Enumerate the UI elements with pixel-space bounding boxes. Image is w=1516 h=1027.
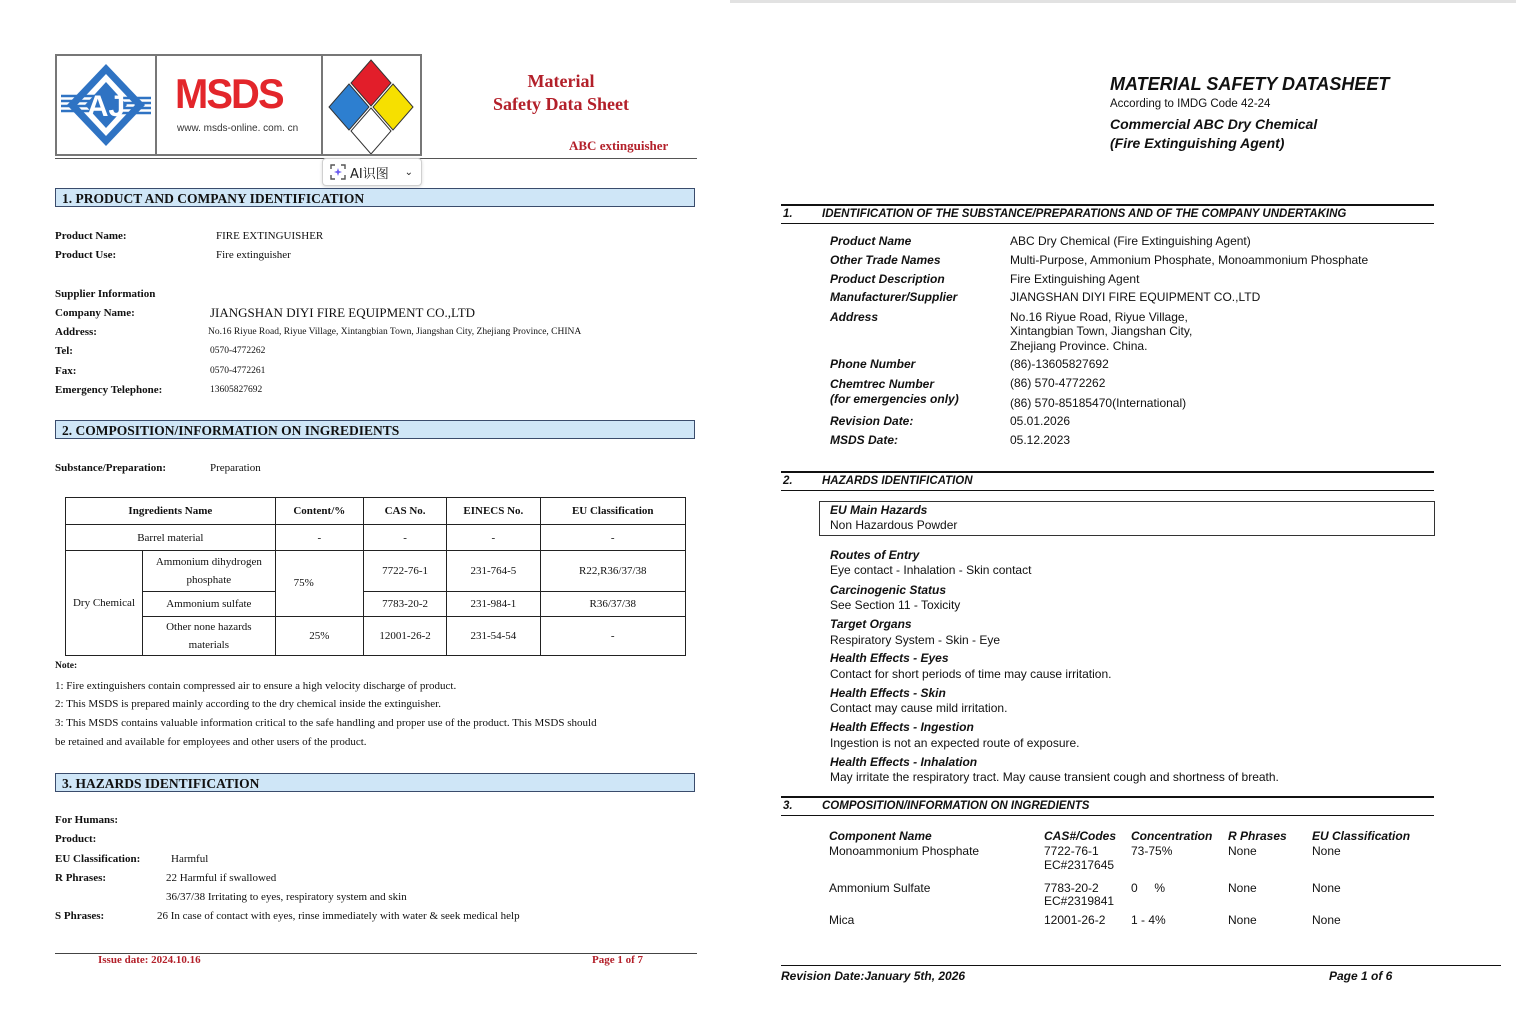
r-section-1-header bbox=[781, 204, 1434, 224]
imdg-reference: According to IMDG Code 42-24 bbox=[1110, 98, 1271, 110]
r-section-2-number: 2. bbox=[783, 475, 793, 487]
ai-button-label: AI识图 bbox=[350, 166, 389, 182]
component-2-ec: EC#2319841 bbox=[1044, 894, 1115, 908]
component-3-r: None bbox=[1228, 913, 1257, 927]
r-address-line-2: Xintangbian Town, Jiangshan City, bbox=[1010, 324, 1193, 338]
right-document-page bbox=[730, 0, 1516, 1027]
product-use-value: Fire extinguisher bbox=[216, 249, 291, 261]
nfpa-diamond bbox=[323, 56, 420, 154]
table-cell: 7783-20-2 bbox=[363, 592, 446, 617]
col-concentration: Concentration bbox=[1131, 829, 1213, 843]
ingestion-effects-value: Ingestion is not an expected route of exposure. bbox=[830, 736, 1080, 750]
table-cell: 7722-76-1 bbox=[363, 551, 446, 592]
s-phrase-value: 26 In case of contact with eyes, rinse immediately with water & seek medical help bbox=[157, 910, 520, 922]
table-cell: 231-54-54 bbox=[447, 616, 540, 655]
table-cell: R36/37/38 bbox=[540, 592, 685, 617]
ingredients-table bbox=[65, 497, 686, 656]
table-cell: 231-764-5 bbox=[447, 551, 540, 592]
eu-classification-value: Harmful bbox=[171, 853, 209, 865]
r-footer-divider bbox=[781, 965, 1501, 966]
r-trade-names-label: Other Trade Names bbox=[830, 253, 941, 267]
component-3-concentration: 1 - 4% bbox=[1131, 913, 1166, 927]
note-2: 2: This MSDS is prepared mainly according to the dry chemical inside the extinguisher. bbox=[55, 698, 441, 710]
r-manufacturer-label: Manufacturer/Supplier bbox=[830, 290, 958, 304]
address-value: No.16 Riyue Road, Riyue Village, Xintangbian Town, Jiangshan City, Zhejiang Province, CHINA bbox=[208, 327, 582, 337]
table-cell: R22,R36/37/38 bbox=[540, 551, 685, 592]
component-1-cas: 7722-76-1 bbox=[1044, 844, 1099, 858]
substance-label: Substance/Preparation: bbox=[55, 462, 167, 474]
r-section-2-header bbox=[781, 471, 1434, 491]
eu-main-hazards-label: EU Main Hazards bbox=[830, 503, 928, 517]
address-label: Address: bbox=[55, 326, 97, 338]
carcinogenic-label: Carcinogenic Status bbox=[830, 583, 947, 597]
datasheet-title: MATERIAL SAFETY DATASHEET bbox=[1110, 74, 1390, 94]
r-phone-label: Phone Number bbox=[830, 357, 916, 371]
r-emergency-value: (86) 570-85185470(International) bbox=[1010, 396, 1187, 410]
routes-of-entry-value: Eye contact - Inhalation - Skin contact bbox=[830, 563, 1032, 577]
product-label: Product: bbox=[55, 833, 97, 845]
substance-value: Preparation bbox=[210, 462, 261, 474]
eu-classification-label: EU Classification: bbox=[55, 853, 141, 865]
r-manufacturer-value: JIANGSHAN DIYI FIRE EQUIPMENT CO.,LTD bbox=[1010, 290, 1261, 304]
r-trade-names-value: Multi-Purpose, Ammonium Phosphate, Monoammonium Phosphate bbox=[1010, 253, 1369, 267]
dry-chemical-group bbox=[66, 551, 276, 656]
table-cell: 12001-26-2 bbox=[363, 616, 446, 655]
r-description-value: Fire Extinguishing Agent bbox=[1010, 272, 1140, 286]
fax-value: 0570-4772261 bbox=[210, 366, 266, 376]
component-2-eu: None bbox=[1312, 881, 1341, 895]
note-1: 1: Fire extinguishers contain compressed air to ensure a high velocity discharge of product. bbox=[55, 680, 457, 692]
col-component-name: Component Name bbox=[829, 829, 932, 843]
inhalation-effects-label: Health Effects - Inhalation bbox=[830, 755, 978, 769]
col-content: Content/% bbox=[275, 498, 363, 525]
product-use-label: Product Use: bbox=[55, 249, 117, 261]
component-2-r: None bbox=[1228, 881, 1257, 895]
ingredient-2-name: Ammonium sulfate bbox=[143, 592, 275, 617]
r-address-line-3: Zhejiang Province. China. bbox=[1010, 339, 1148, 353]
component-1-eu: None bbox=[1312, 844, 1341, 858]
component-3-eu: None bbox=[1312, 913, 1341, 927]
component-3-cas: 12001-26-2 bbox=[1044, 913, 1106, 927]
section-1-header: 1. PRODUCT AND COMPANY IDENTIFICATION bbox=[55, 188, 695, 207]
r-section-1-title: IDENTIFICATION OF THE SUBSTANCE/PREPARATIONS AND OF THE COMPANY UNDERTAKING bbox=[822, 208, 1347, 220]
svg-text:AJ: AJ bbox=[86, 90, 126, 123]
r-address-line-1: No.16 Riyue Road, Riyue Village, bbox=[1010, 310, 1188, 324]
issue-date: Issue date: 2024.10.16 bbox=[98, 954, 201, 966]
r-product-name-value: ABC Dry Chemical (Fire Extinguishing Agent) bbox=[1010, 234, 1251, 248]
component-2-concentration: 0 % bbox=[1131, 881, 1166, 895]
component-2-name: Ammonium Sulfate bbox=[829, 881, 931, 895]
component-3-name: Mica bbox=[829, 913, 855, 927]
ai-scan-icon bbox=[330, 164, 346, 180]
r-phone-value: (86)-13605827692 bbox=[1010, 357, 1109, 371]
eu-main-hazards-value: Non Hazardous Powder bbox=[830, 518, 958, 532]
ai-image-recognition-button[interactable] bbox=[322, 158, 422, 186]
component-1-ec: EC#2317645 bbox=[1044, 858, 1115, 872]
target-organs-label: Target Organs bbox=[830, 617, 912, 631]
r-chemtrec-label: Chemtrec Number bbox=[830, 377, 935, 391]
routes-of-entry-label: Routes of Entry bbox=[830, 548, 920, 562]
for-humans-label: For Humans: bbox=[55, 814, 119, 826]
r-description-label: Product Description bbox=[830, 272, 945, 286]
company-name-label: Company Name: bbox=[55, 307, 135, 319]
r-phrases-label: R Phrases: bbox=[55, 872, 107, 884]
dry-chemical-label: Dry Chemical bbox=[66, 551, 143, 655]
tel-label: Tel: bbox=[55, 345, 73, 357]
r-revision-footer: Revision Date:January 5th, 2026 bbox=[781, 969, 966, 983]
table-row bbox=[66, 525, 686, 551]
section-2-header: 2. COMPOSITION/INFORMATION ON INGREDIENTS bbox=[55, 420, 695, 439]
table-cell: 231-984-1 bbox=[447, 592, 540, 617]
table-cell: - bbox=[363, 525, 446, 551]
r-phrase-2: 36/37/38 Irritating to eyes, respiratory system and skin bbox=[166, 891, 407, 903]
r-section-3-number: 3. bbox=[783, 800, 793, 812]
component-1-r: None bbox=[1228, 844, 1257, 858]
col-r-phrases: R Phrases bbox=[1228, 829, 1287, 843]
emergency-phone-value: 13605827692 bbox=[210, 385, 263, 395]
col-einecs: EINECS No. bbox=[447, 498, 540, 525]
table-cell: 25% bbox=[275, 616, 363, 655]
fax-label: Fax: bbox=[55, 365, 77, 377]
ingredient-1-name: Ammonium dihydrogen phosphate bbox=[143, 551, 275, 592]
logo-banner bbox=[55, 54, 422, 156]
chevron-down-icon[interactable]: ⌄ bbox=[404, 166, 413, 178]
r-revision-value: 05.01.2026 bbox=[1010, 414, 1071, 428]
table-cell: - bbox=[540, 616, 685, 655]
aj-diamond-icon bbox=[57, 56, 155, 154]
r-msds-date-value: 05.12.2023 bbox=[1010, 433, 1071, 447]
carcinogenic-value: See Section 11 - Toxicity bbox=[830, 598, 961, 612]
component-1-concentration: 73-75% bbox=[1131, 844, 1173, 858]
doc-subtitle: ABC extinguisher bbox=[569, 138, 669, 153]
r-chemtrec-value: (86) 570-4772262 bbox=[1010, 376, 1106, 390]
col-eu-classification: EU Classification bbox=[1312, 829, 1411, 843]
ingredient-3-name: Other none hazards materials bbox=[166, 621, 252, 651]
eyes-effects-label: Health Effects - Eyes bbox=[830, 651, 949, 665]
r-section-3-title: COMPOSITION/INFORMATION ON INGREDIENTS bbox=[822, 800, 1090, 812]
inhalation-effects-value: May irritate the respiratory tract. May cause transient cough and shortness of breath. bbox=[830, 770, 1279, 784]
col-eu-classification: EU Classification bbox=[540, 498, 685, 525]
r-section-1-number: 1. bbox=[783, 208, 793, 220]
r-address-label: Address bbox=[830, 310, 879, 324]
section-3-header: 3. HAZARDS IDENTIFICATION bbox=[55, 773, 695, 792]
nfpa-diamond-icon bbox=[323, 56, 420, 154]
emergency-phone-label: Emergency Telephone: bbox=[55, 384, 163, 396]
page-number: Page 1 of 7 bbox=[592, 954, 644, 966]
msds-logo-url: www. msds-online. com. cn bbox=[177, 123, 299, 134]
product-name-value: FIRE EXTINGUISHER bbox=[216, 230, 324, 242]
r-section-3-header bbox=[781, 796, 1434, 816]
note-3a: 3: This MSDS contains valuable information critical to the safe handling and proper use of the product. This MSDS should bbox=[55, 717, 597, 729]
content-75: 75% bbox=[275, 551, 363, 617]
component-2-cas: 7783-20-2 bbox=[1044, 881, 1099, 895]
supplier-heading: Supplier Information bbox=[55, 288, 156, 300]
tel-value: 0570-4772262 bbox=[210, 346, 266, 356]
r-revision-label: Revision Date: bbox=[830, 414, 914, 428]
r-msds-date-label: MSDS Date: bbox=[830, 433, 899, 447]
target-organs-value: Respiratory System - Skin - Eye bbox=[830, 633, 1001, 647]
aj-logo bbox=[57, 56, 157, 154]
table-header-row bbox=[66, 498, 686, 525]
msds-logo bbox=[157, 56, 323, 154]
table-cell: Barrel material bbox=[66, 525, 276, 551]
table-row bbox=[66, 551, 686, 592]
table-cell: - bbox=[447, 525, 540, 551]
col-ingredients-name: Ingredients Name bbox=[66, 498, 276, 525]
skin-effects-value: Contact may cause mild irritation. bbox=[830, 701, 1008, 715]
r-page-number: Page 1 of 6 bbox=[1329, 969, 1393, 983]
doc-title-line1: Material bbox=[527, 71, 595, 91]
left-document-page bbox=[0, 0, 728, 1024]
component-1-name: Monoammonium Phosphate bbox=[829, 844, 980, 858]
r-phrase-1: 22 Harmful if swallowed bbox=[166, 872, 277, 884]
col-cas-codes: CAS#/Codes bbox=[1044, 829, 1117, 843]
doc-title-line2: Safety Data Sheet bbox=[493, 94, 629, 114]
col-cas: CAS No. bbox=[363, 498, 446, 525]
ingestion-effects-label: Health Effects - Ingestion bbox=[830, 720, 974, 734]
r-product-name-label: Product Name bbox=[830, 234, 912, 248]
r-section-2-title: HAZARDS IDENTIFICATION bbox=[822, 475, 973, 487]
note-3b: be retained and available for employees and other users of the product. bbox=[55, 736, 367, 748]
product-title-line1: Commercial ABC Dry Chemical bbox=[1110, 116, 1318, 132]
table-cell: - bbox=[275, 525, 363, 551]
r-emergency-label: (for emergencies only) bbox=[830, 392, 959, 406]
skin-effects-label: Health Effects - Skin bbox=[830, 686, 946, 700]
eyes-effects-value: Contact for short periods of time may cause irritation. bbox=[830, 667, 1112, 681]
msds-logo-text: MSDS bbox=[175, 70, 283, 117]
product-title-line2: (Fire Extinguishing Agent) bbox=[1110, 135, 1285, 151]
s-phrases-label: S Phrases: bbox=[55, 910, 105, 922]
product-name-label: Product Name: bbox=[55, 230, 127, 242]
note-heading: Note: bbox=[55, 661, 78, 671]
table-cell: - bbox=[540, 525, 685, 551]
company-name-value: JIANGSHAN DIYI FIRE EQUIPMENT CO.,LTD bbox=[210, 305, 476, 320]
